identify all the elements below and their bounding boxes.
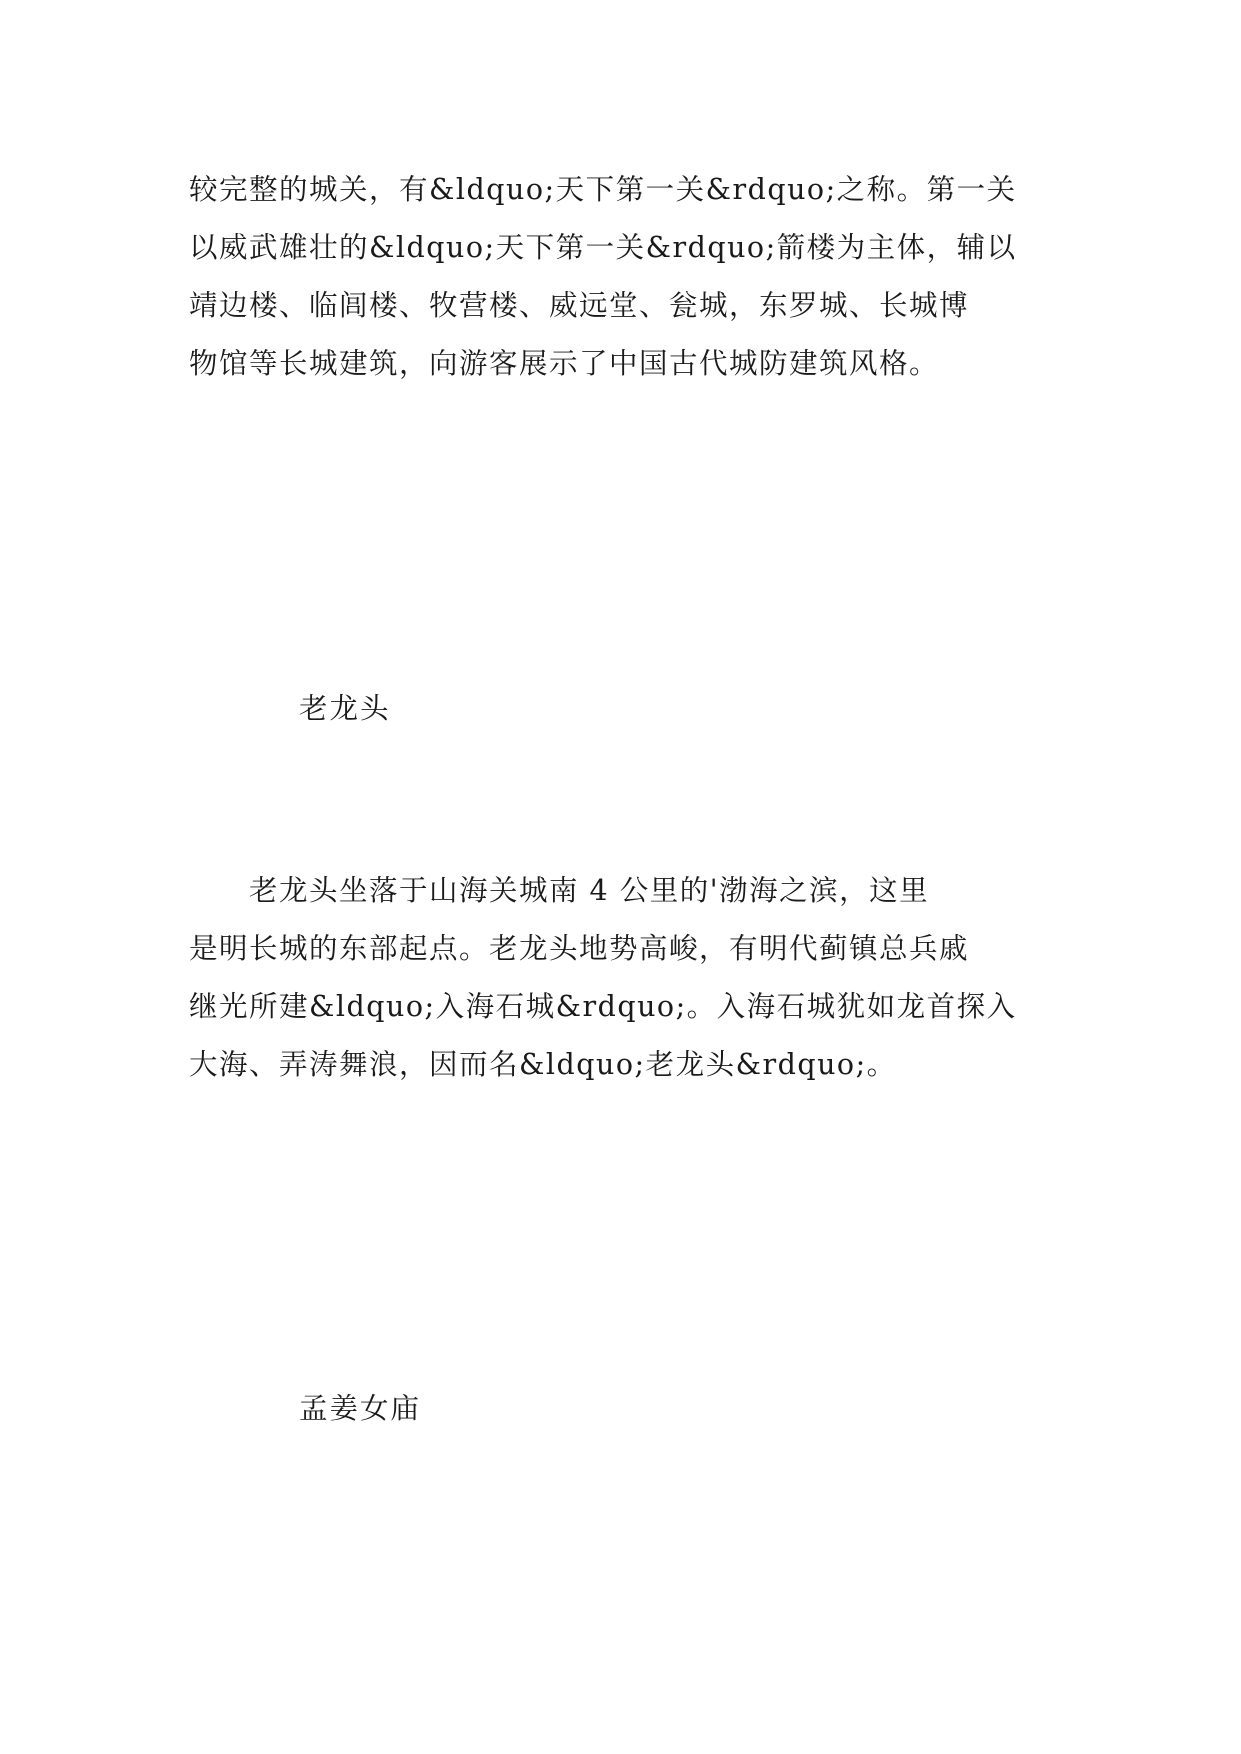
body-paragraph xyxy=(189,161,1051,393)
paragraph-line: 靖边楼、临闾楼、牧营楼、威远堂、瓮城，东罗城、长城博 xyxy=(189,289,970,322)
section-heading: 老龙头 xyxy=(299,692,391,725)
section-heading: 孟姜女庙 xyxy=(299,1392,422,1425)
paragraph-line: 以威武雄壮的&ldquo;天下第一关&rdquo;箭楼为主体，辅以 xyxy=(189,231,1017,264)
paragraph-line: 大海、弄涛舞浪，因而名&ldquo;老龙头&rdquo;。 xyxy=(189,1048,897,1081)
paragraph-line: 较完整的城关，有&ldquo;天下第一关&rdquo;之称。第一关 xyxy=(189,173,1017,206)
paragraph-line: 是明长城的东部起点。老龙头地势高峻，有明代蓟镇总兵戚 xyxy=(189,932,970,965)
body-paragraph xyxy=(189,862,1051,1094)
paragraph-line: 物馆等长城建筑，向游客展示了中国古代城防建筑风格。 xyxy=(189,347,940,380)
paragraph-line: 继光所建&ldquo;入海石城&rdquo;。入海石城犹如龙首探入 xyxy=(189,990,1017,1023)
paragraph-line: 老龙头坐落于山海关城南 4 公里的'渤海之滨，这里 xyxy=(189,874,930,907)
